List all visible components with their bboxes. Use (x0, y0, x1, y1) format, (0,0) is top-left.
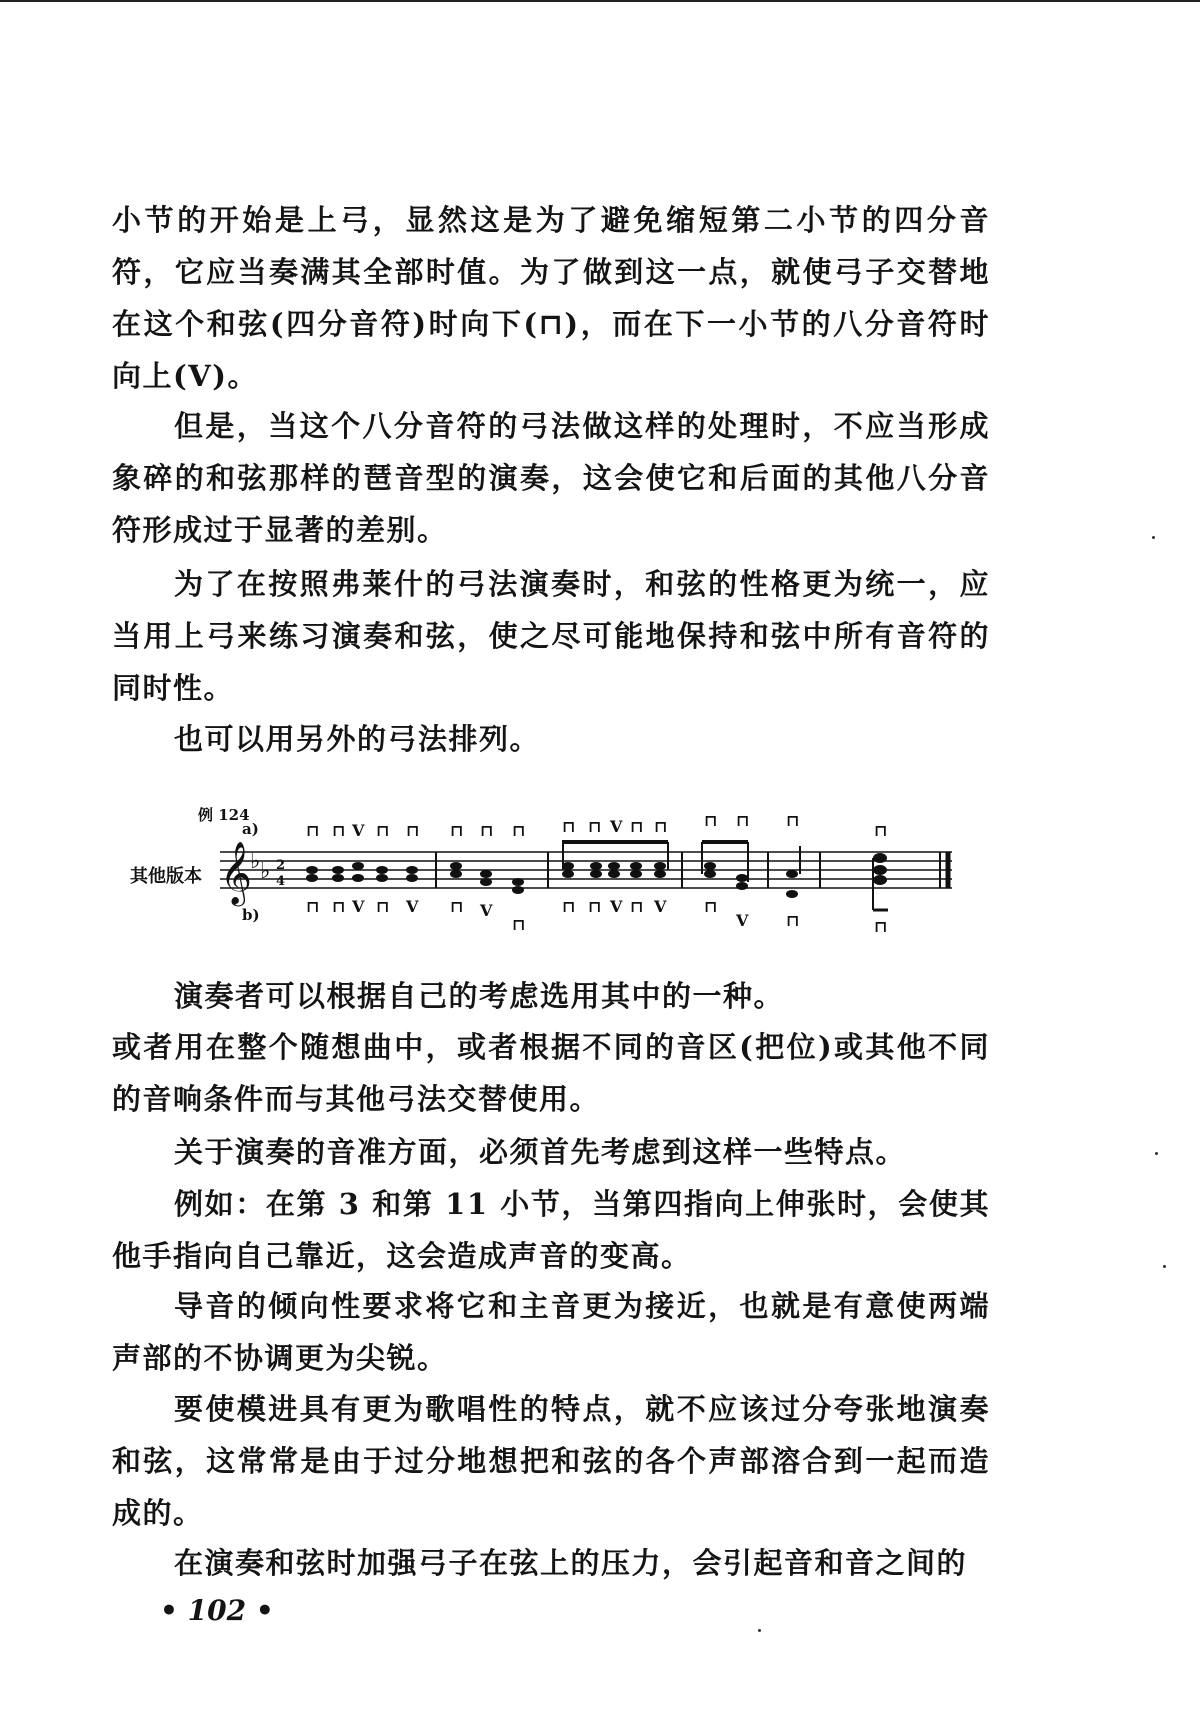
svg-text:⊓: ⊓ (630, 897, 644, 916)
svg-text:⊓: ⊓ (704, 897, 718, 916)
svg-text:V: V (352, 821, 365, 840)
svg-text:⊓: ⊓ (654, 817, 668, 836)
paragraph-10: 要使模进具有更为歌唱性的特点，就不应该过分夸张地演奏和弦，这常常是由于过分地想把和弦的各个声部溶合到一起而造成的。 (112, 1392, 990, 1530)
svg-text:⊓: ⊓ (736, 811, 750, 830)
key-flat-icon: ♭ (260, 859, 271, 884)
time-signature-bottom: 4 (276, 874, 286, 889)
paragraph-8: 例如：在第 3 和第 11 小节，当第四指向上伸张时，会使其他手指向自己靠近，这会造成声音的变高。 (112, 1187, 990, 1273)
svg-text:⊓: ⊓ (376, 897, 390, 916)
svg-text:⊓: ⊓ (874, 917, 888, 936)
svg-text:⊓: ⊓ (588, 817, 602, 836)
svg-text:⊓: ⊓ (786, 911, 800, 930)
svg-text:⊓: ⊓ (450, 821, 464, 840)
scan-speck (1152, 536, 1155, 539)
svg-text:⊓: ⊓ (786, 811, 800, 830)
svg-text:V: V (736, 911, 749, 930)
paragraph-9: 导音的倾向性要求将它和主音更为接近，也就是有意使两端声部的不协调更为尖锐。 (112, 1289, 990, 1375)
svg-text:⊓: ⊓ (630, 817, 644, 836)
svg-text:⊓: ⊓ (562, 897, 576, 916)
paragraph-2: 但是，当这个八分音符的弓法做这样的处理时，不应当形成象碎的和弦那样的琶音型的演奏，这会使它和后面的其他八分音符形成过于显著的差别。 (112, 409, 990, 547)
svg-text:V: V (480, 901, 493, 920)
treble-clef-icon: 𝄞 (220, 841, 252, 904)
svg-text:⊓: ⊓ (588, 897, 602, 916)
svg-text:⊓: ⊓ (562, 817, 576, 836)
svg-text:⊓: ⊓ (376, 821, 390, 840)
svg-text:V: V (406, 897, 419, 916)
paragraph-3: 为了在按照弗莱什的弓法演奏时，和弦的性格更为统一，应当用上弓来练习演奏和弦，使之尽可能地保持和弦中所有音符的同时性。 (112, 567, 990, 705)
bowing-marks-bottom (306, 897, 887, 936)
svg-text:⊓: ⊓ (332, 821, 346, 840)
svg-text:⊓: ⊓ (512, 821, 526, 840)
variant-a-label: a) (242, 820, 259, 838)
svg-text:V: V (610, 897, 623, 916)
key-flat-icon: ♭ (250, 849, 261, 874)
paragraph-11: 在演奏和弦时加强弓子在弦上的压力，会引起音和音之间的 (174, 1546, 968, 1580)
svg-text:⊓: ⊓ (704, 811, 718, 830)
svg-text:⊓: ⊓ (480, 821, 494, 840)
paragraph-4: 也可以用另外的弓法排列。 (174, 722, 541, 756)
svg-text:V: V (610, 817, 623, 836)
paragraph-7: 关于演奏的音准方面，必须首先考虑到这样一些特点。 (174, 1135, 907, 1169)
top-border-line (0, 0, 1200, 2)
paragraph-1: 小节的开始是上弓，显然这是为了避免缩短第二小节的四分音符，它应当奏满其全部时值。为了做到这一点，就使弓子交替地在这个和弦(四分音符)时向下(⊓)，而在下一小节的八分音符时向上(V)。 (112, 203, 990, 393)
scan-speck (1155, 1152, 1158, 1155)
time-signature-top: 2 (276, 858, 286, 873)
svg-text:⊓: ⊓ (306, 897, 320, 916)
example-number: 例 124 (198, 806, 250, 824)
bowing-marks-top (306, 811, 887, 840)
scan-speck (1163, 1265, 1166, 1268)
svg-text:⊓: ⊓ (512, 915, 526, 934)
svg-text:V: V (654, 897, 667, 916)
svg-text:⊓: ⊓ (406, 821, 420, 840)
other-edition-label: 其他版本 (130, 866, 202, 887)
variant-b-label: b) (242, 906, 260, 924)
svg-text:⊓: ⊓ (874, 821, 888, 840)
music-example-124 (120, 790, 960, 950)
svg-text:V: V (352, 897, 365, 916)
svg-text:⊓: ⊓ (306, 821, 320, 840)
scan-speck (758, 1629, 761, 1632)
paragraph-5: 演奏者可以根据自己的考虑选用其中的一种。 (174, 979, 785, 1013)
svg-text:⊓: ⊓ (332, 897, 346, 916)
svg-text:⊓: ⊓ (450, 897, 464, 916)
music-notation-figure (120, 790, 960, 950)
paragraph-6: 或者用在整个随想曲中，或者根据不同的音区(把位)或其他不同的音响条件而与其他弓法交替使用。 (112, 1030, 990, 1116)
staff-lines (220, 852, 952, 888)
page-number: • 102 • (160, 1594, 274, 1627)
